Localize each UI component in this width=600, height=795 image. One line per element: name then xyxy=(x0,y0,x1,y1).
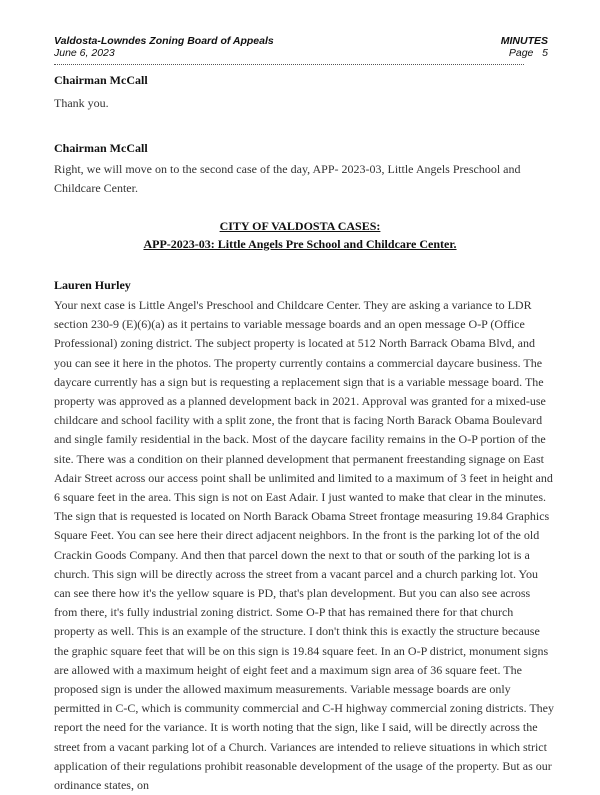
header-page-number: Page 5 xyxy=(508,47,548,59)
speaker-name: Chairman McCall xyxy=(54,73,148,87)
page-header xyxy=(54,35,548,59)
speaker-name: Chairman McCall xyxy=(54,141,148,155)
case-title: APP-2023-03: Little Angels Pre School and Childcare Center. xyxy=(143,237,457,251)
staff-report-text: Your next case is Little Angel's Preschool and Childcare Center. They are asking a variance to LDR section 230-9 (E)(6)(a) as it pertains to variable message boards and an open message O-P (Office Professional) zoning district. The subject property is located at 512 North Barrack Obama Blvd, and you can see it here in the photos. The property currently contains a commercial daycare business. The daycare currently has a sign but is requesting a replacement sign that is a variable message board. The property was approved as a planned development back in 2021. Approval was granted for a mixed-use childcare and school facility with a split zone, the front that is facing North Barack Obama Boulevard and single family residential in the back. Most of the daycare facility remains in the O-P portion of the site. There was a condition on their planned development that permanent freestanding signage on East Adair Street across our access point shall be unlimited and limited to a maximum of 3 feet in height and 6 square feet in the area. This sign is not on East Adair. I just wanted to make that clear in the minutes. The sign that is requested is located on North Barack Obama Street frontage measuring 19.84 Graphics Square Feet. You can see here their direct adjacent neighbors. In the front is the parking lot of the old Crackin Goods Company. And then that parcel down the next to that or south of the parking lot is a church. This sign will be directly across the street from a vacant parcel and a church parking lot. You can see there how it's the yellow square is PD, that's plan development. But you can also see across from there, it's fully industrial zoning district. Some O-P that has remained there for that church property as well. This is an example of the structure. I don't think this is exactly the structure because the graphic square feet that will be on this sign is 19.84 square feet. In an O-P district, monument signs are allowed with a maximum height of eight feet and a maximum sign area of 36 square feet. The proposed sign is under the allowed maximum measurements. Variable message boards are only permitted in C-C, which is community commercial and C-H highway commercial zoning districts. They report the need for the variance. It is worth noting that the sign, like I said, will be directly across the street from a vacant parking lot of a Church. Variances are intended to relieve situations in which strict application of their regulations prohibit reasonable development of the usage of the property. But as our ordinance states, on xyxy=(54,298,555,793)
header-org: Valdosta-Lowndes Zoning Board of Appeals xyxy=(54,35,274,47)
header-date: June 6, 2023 xyxy=(54,47,115,59)
speech-text: Thank you. xyxy=(54,96,109,110)
header-divider xyxy=(54,64,524,65)
speech-text: Right, we will move on to the second case of the day, APP- 2023-03, Little Angels Preschool and Childcare Center. xyxy=(54,162,521,196)
speaker-name: Lauren Hurley xyxy=(54,278,131,292)
header-doc-type: MINUTES xyxy=(500,35,548,47)
section-title: CITY OF VALDOSTA CASES: xyxy=(219,219,381,233)
